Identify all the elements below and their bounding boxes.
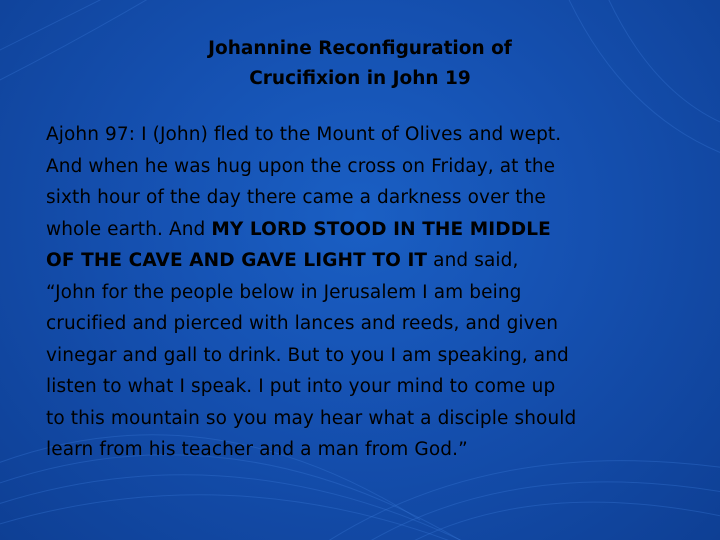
text-line-6: “John for the people below in Jerusalem I am being [46, 281, 522, 303]
text-line-11: learn from his teacher and a man from God.” [46, 439, 468, 460]
text-line-10: to this mountain so you may hear what a disciple should [46, 407, 577, 429]
text-line-3: sixth hour of the day there came a darkness over the [46, 187, 546, 208]
text-line-2: And when he was hug upon the cross on Friday, at the [46, 155, 556, 177]
title-line-2: Crucifixion in John 19 [249, 68, 471, 89]
text-line-5 [46, 245, 686, 277]
text-line-4 [46, 214, 686, 246]
text-line-4-plain: whole earth. And [46, 218, 212, 240]
emphasis-line-5: OF THE CAVE AND GAVE LIGHT TO IT [46, 250, 428, 271]
emphasis-line-4: MY LORD STOOD IN THE MIDDLE [211, 218, 551, 240]
text-line-5-plain: and said, [427, 250, 519, 271]
text-line-1: Ajohn 97: I (John) fled to the Mount of Olives and wept. [46, 124, 562, 145]
text-line-7: crucified and pierced with lances and reeds, and given [46, 313, 559, 334]
quote-paragraph [46, 119, 686, 466]
slide-title [0, 34, 720, 94]
text-line-9: listen to what I speak. I put into your mind to come up [46, 376, 556, 397]
title-line-1: Johannine Reconfiguration of [208, 38, 512, 59]
text-line-8: vinegar and gall to drink. But to you I am speaking, and [46, 344, 569, 366]
